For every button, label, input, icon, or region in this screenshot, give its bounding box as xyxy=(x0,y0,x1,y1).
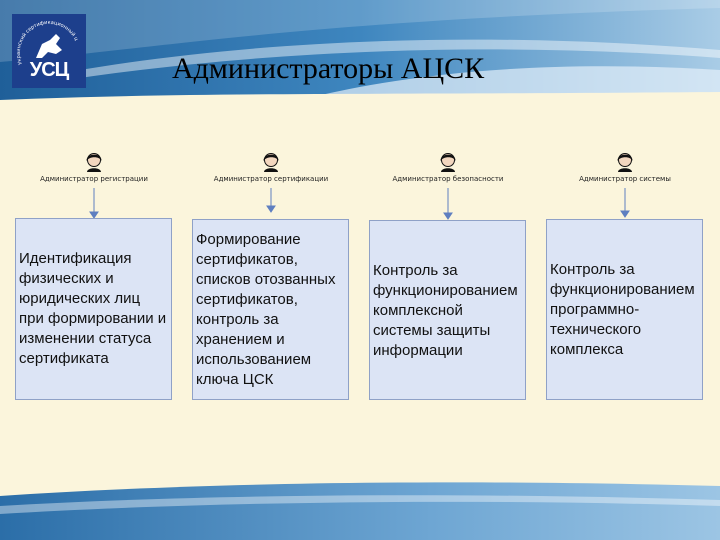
duty-line: комплекса xyxy=(550,341,624,358)
logo-arc-text: Украинский сертификационный ц xyxy=(15,19,80,66)
duty-line: технического xyxy=(550,321,642,338)
duty-box-system xyxy=(546,219,703,400)
admin-label: Администратор системы xyxy=(579,175,671,183)
admin-security xyxy=(368,150,528,183)
duty-line: программно- xyxy=(550,301,640,318)
duty-line: сертификатов, xyxy=(196,291,298,308)
duty-box-security xyxy=(369,220,526,400)
duty-line: изменении статуса xyxy=(19,330,152,347)
duty-line: сертификата xyxy=(19,350,109,367)
duty-line: Идентификация xyxy=(19,250,132,267)
duty-box-registration xyxy=(15,218,172,400)
person-icon xyxy=(437,150,459,174)
duty-line: информации xyxy=(373,342,463,359)
admin-label: Администратор сертификации xyxy=(213,175,329,183)
duty-line: системы защиты xyxy=(373,322,491,339)
duty-box-certification xyxy=(192,219,349,400)
duty-line: сертификатов, xyxy=(196,251,298,268)
duty-line: физических и xyxy=(19,270,114,287)
footer-wave-band xyxy=(0,476,720,540)
duty-line: ключа ЦСК xyxy=(196,371,274,388)
duty-line: использованием xyxy=(196,351,312,368)
person-icon xyxy=(260,150,282,174)
duty-line: хранением и xyxy=(196,331,285,348)
person-icon xyxy=(83,150,105,174)
duty-line: при формировании и xyxy=(19,310,167,327)
admin-label: Администратор регистрации xyxy=(40,175,148,183)
duty-line: Формирование xyxy=(196,231,301,248)
admin-registration xyxy=(14,150,174,183)
duty-line: Контроль за xyxy=(373,262,458,279)
duty-line: функционированием xyxy=(550,281,695,298)
duty-line: юридических лиц xyxy=(19,290,141,307)
duty-line: Контроль за xyxy=(550,261,635,278)
duty-line: комплексной xyxy=(373,302,463,319)
admin-system xyxy=(545,150,705,183)
duty-line: контроль за xyxy=(196,311,279,328)
person-icon xyxy=(614,150,636,174)
duty-line: функционированием xyxy=(373,282,518,299)
admin-certification xyxy=(191,150,351,183)
duty-line: списков отозванных xyxy=(196,271,336,288)
admin-label: Администратор безопасности xyxy=(392,175,504,183)
logo-abbreviation: УСЦ xyxy=(29,59,69,81)
page-title: Администраторы АЦСК xyxy=(172,52,485,85)
